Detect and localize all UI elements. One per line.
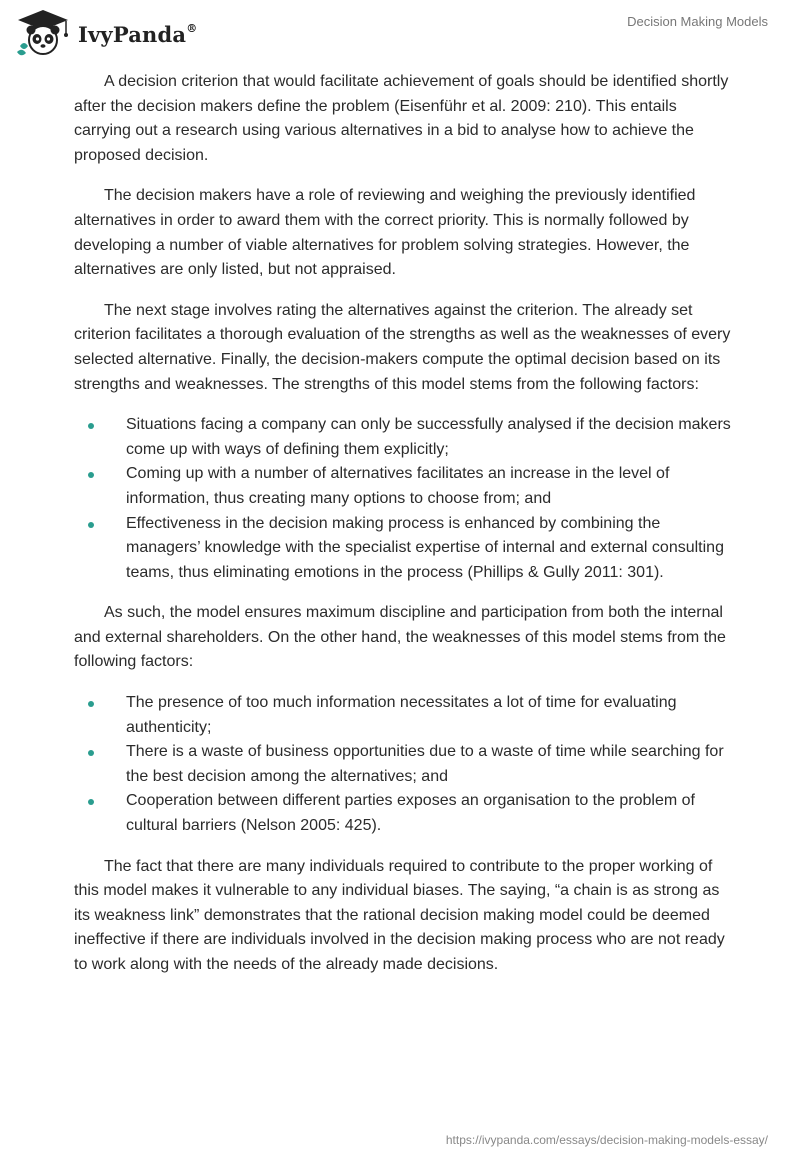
weaknesses-list xyxy=(74,691,734,839)
list-item xyxy=(74,789,734,838)
essay-body xyxy=(74,70,734,994)
paragraph: As such, the model ensures maximum discipline and participation from both the internal and external shareholders. On the other hand, the weaknesses of this model stems from the following factors: xyxy=(74,604,726,671)
panda-graduate-icon xyxy=(14,8,72,56)
list-item-text: The presence of too much information necessitates a lot of time for evaluating authenticity; xyxy=(126,694,677,736)
list-item xyxy=(74,413,734,462)
site-logo[interactable] xyxy=(14,8,197,56)
list-item-text: Effectiveness in the decision making process is enhanced by combining the managers’ knowledge with the specialist expertise of internal and external consulting teams, thus eliminating emotions in the process (Phillips & Gully 2011: 301). xyxy=(126,514,724,581)
paragraph: The fact that there are many individuals required to contribute to the proper working of this model makes it vulnerable to any individual biases. The saying, “a chain is as strong as its weakness link” demonstrates that the rational decision making model could be deemed ineffective if there are individuals involved in the decision making process who are not ready to work along with the needs of the already made decisions. xyxy=(74,857,725,973)
bullet-icon xyxy=(88,522,94,528)
list-item-text: Cooperation between different parties exposes an organisation to the problem of cultural barriers (Nelson 2005: 425). xyxy=(126,792,695,835)
brand-name xyxy=(78,22,197,47)
paragraph: The next stage involves rating the alternatives against the criterion. The already set criterion facilitates a thorough evaluation of the strengths as well as the weaknesses of every selected alternative. Finally, the decision-makers compute the optimal decision based on its strengths and weaknesses. The strengths of this model stems from the following factors: xyxy=(74,301,731,393)
paragraph: A decision criterion that would facilitate achievement of goals should be identified shortly after the decision makers define the problem (Eisenführ et al. 2009: 210). This entails carrying out a research using various alternatives in a bid to analyse how to achieve the proposed decision. xyxy=(74,73,729,164)
list-item-text: There is a waste of business opportunities due to a waste of time while searching for the best decision among the alternatives; and xyxy=(126,743,724,785)
source-url[interactable]: https://ivypanda.com/essays/decision-making-models-essay/ xyxy=(445,1133,768,1147)
list-item xyxy=(74,512,734,586)
bullet-icon xyxy=(88,472,94,478)
page-header xyxy=(0,0,800,64)
bullet-icon xyxy=(88,799,94,805)
list-item-text: Coming up with a number of alternatives facilitates an increase in the level of information, thus creating many options to choose from; and xyxy=(126,465,670,507)
strengths-list xyxy=(74,413,734,585)
list-item-text: Situations facing a company can only be successfully analysed if the decision makers come up with ways of defining them explicitly; xyxy=(126,416,731,458)
bullet-icon xyxy=(88,423,94,429)
brand-text: IvyPanda xyxy=(78,21,187,47)
list-item xyxy=(74,462,734,511)
registered-mark: ® xyxy=(186,21,198,35)
list-item xyxy=(74,691,734,740)
bullet-icon xyxy=(88,701,94,707)
list-item xyxy=(74,740,734,789)
bullet-icon xyxy=(88,750,94,756)
document-title: Decision Making Models xyxy=(627,14,768,29)
paragraph: The decision makers have a role of reviewing and weighing the previously identified alternatives in order to award them with the correct priority. This is normally followed by developing a number of viable alternatives for problem solving strategies. However, the alternatives are only listed, but not appraised. xyxy=(74,187,696,279)
